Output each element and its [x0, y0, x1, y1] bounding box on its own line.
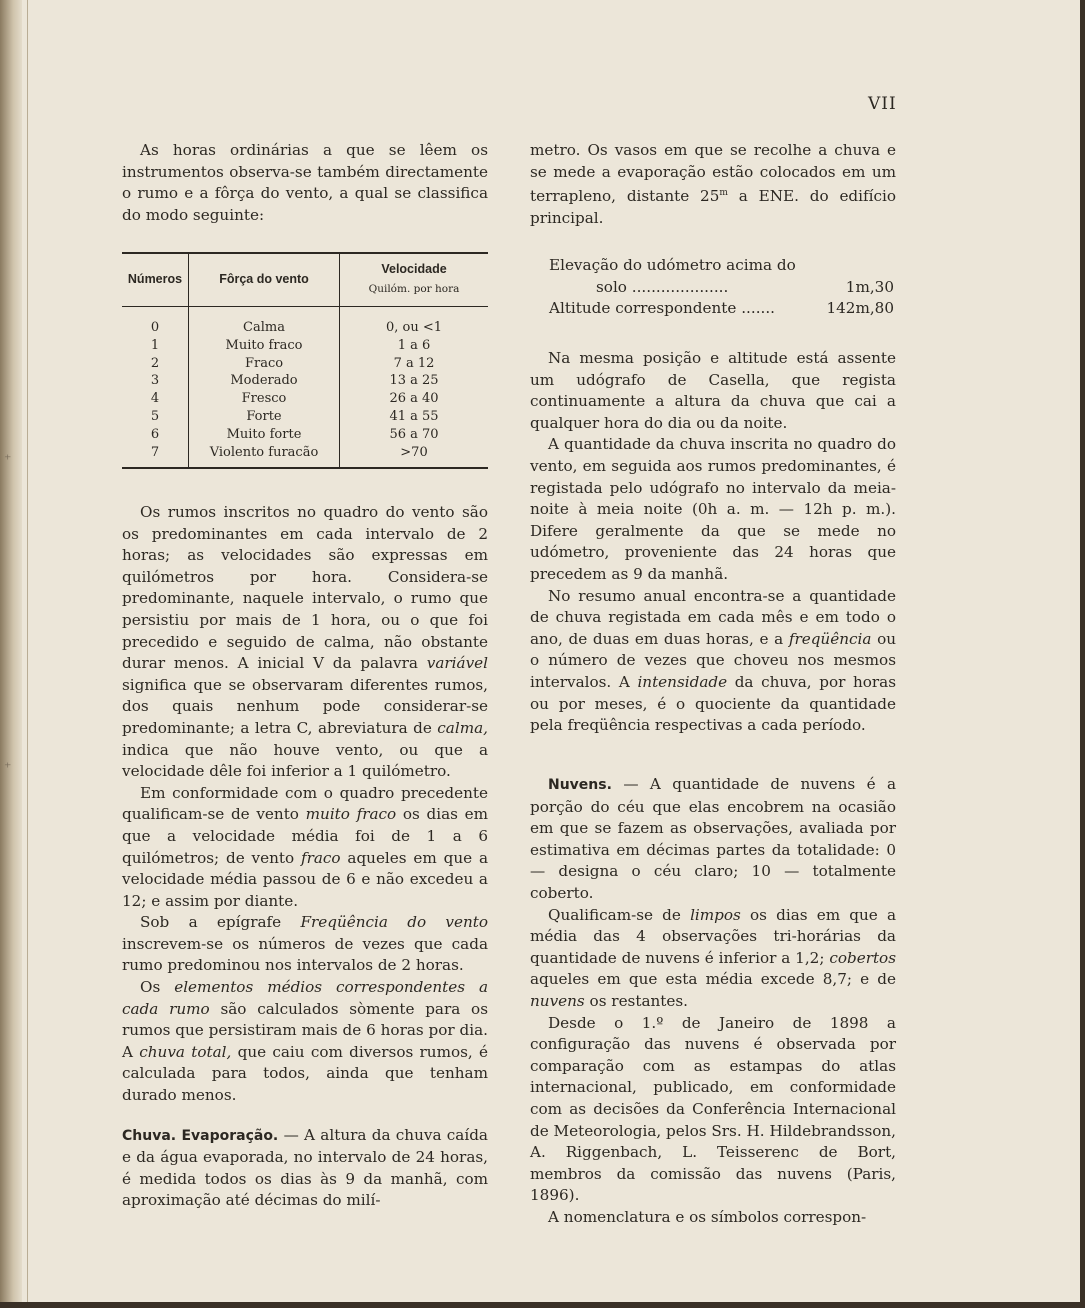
row-number: 4	[122, 390, 189, 408]
right-column-body	[530, 348, 896, 737]
header-speed-sub: Quilóm. por hora	[368, 283, 460, 295]
row-speed: 26 a 40	[389, 391, 439, 407]
paragraph-conformidade: Em conformidade com o quadro precedente qualificam-se de vento muito fraco os dias em que a velocidade média foi de 1 a 6 quilómetros; de vento fraco aqueles em que a velocidade média passou de 6 e não excedeu a 12; e assim por diante.	[122, 783, 489, 910]
udometer-line3: Altitude correspondente .......	[549, 299, 776, 318]
book-spine	[0, 0, 22, 1308]
left-column-body	[122, 502, 488, 1212]
table-row	[122, 307, 488, 337]
row-speed: 0, ou <1	[385, 320, 443, 335]
paragraph-nuvens: Nuvens. — A quantidade de nuvens é a porção do céu que elas encobrem na ocasião em que se fazem as observações, avaliada por estimativa em décimas partes da totalidade: 0 — designa o céu claro; 10 — totalmente coberto.	[530, 775, 897, 902]
row-force: Violento furacão	[189, 444, 340, 469]
table-row	[122, 355, 488, 373]
paragraph-quantidade: A quantidade da chuva inscrita no quadro do vento, em seguida aos rumos predominantes, é registada pelo udógrafo no intervalo da meia-noite à meia noite (0h a. m. — 12h p. m.). Difere geralmente da que se mede no udómetro, proveniente das 24 horas que precedem as 9 da manhã.	[530, 435, 896, 583]
wind-table	[122, 252, 488, 469]
paragraph-nomenclatura: A nomenclatura e os símbolos correspon-	[548, 1207, 867, 1226]
row-speed: 56 a 70	[389, 426, 439, 442]
right-column-top	[530, 140, 896, 229]
paragraph-rumos: Os rumos inscritos no quadro do vento são os predominantes em cada intervalo de 2 horas; as velocidades são expressas em quilómetros por hora. Considera-se predominante, naquele intervalo, o rumo que persistiu por mais de 1 hora, ou o que foi precedido e seguido de calma, não obstante durar menos. A inicial V da palavra variável significa que se observaram diferentes rumos, dos quais nenhum pode considerar-se predominante; a letra C, abreviatura de calma, indica que não houve vento, ou que a velocidade dêle foi inferior a 1 quilómetro.	[122, 503, 488, 781]
margin-line	[27, 0, 28, 1308]
margin-mark-icon: ⁺	[4, 452, 12, 468]
paragraph-chuva: Chuva. Evaporação. — A altura da chuva caída e da água evaporada, no intervalo de 24 horas, é medida todos os dias às 9 da manhã, com aproximação até décimas do milí-	[122, 1125, 488, 1210]
paragraph-elementos: Os elementos médios correspondentes a cada rumo são calculados sòmente para os rumos que persistiram mais de 6 horas por dia. A chuva total, que caiu com diversos rumos, é calculada para todos, ainda que tenham durado menos.	[122, 978, 489, 1105]
left-column-intro	[122, 140, 488, 226]
row-number: 6	[122, 426, 189, 444]
header-speed-label: Velocidade	[381, 262, 447, 277]
udometer-altitude-value: 142m,80	[826, 299, 894, 318]
table-row	[122, 408, 488, 426]
udometer-table	[549, 255, 894, 320]
udometer-line1: Elevação do udómetro acima do	[549, 256, 796, 274]
row-force: Muito forte	[189, 426, 340, 444]
row-speed: >70	[400, 444, 428, 460]
section-heading-chuva: Chuva. Evaporação.	[122, 1127, 279, 1144]
table-row	[122, 390, 488, 408]
row-number: 0	[122, 307, 189, 337]
table-row	[122, 444, 488, 469]
paragraph-metro: metro. Os vasos em que se recolhe a chuva e se mede a evaporação estão colocados em um terrapleno, distante 25$^m$ a ENE. do edifício principal.	[530, 141, 896, 227]
row-number: 7	[122, 444, 189, 469]
paragraph-configuracao: Desde o 1.º de Janeiro de 1898 a configuração das nuvens é observada por comparação com as estampas do atlas internacional, publicado, em conformidade com as decisões da Conferência Internacional de Meteorologia, pelos Srs. H. Hildebrandsson, A. Riggenbach, L. Teisserenc de Bort, membros da comissão das nuvens (Paris, 1896).	[530, 1013, 896, 1205]
intro-paragraph: As horas ordinárias a que se lêem os instrumentos observa-se também directamente o rumo e a fôrça do vento, a qual se classifica do modo seguinte:	[122, 141, 488, 224]
section-heading-nuvens: Nuvens.	[548, 777, 612, 793]
paragraph-udografo: Na mesma posição e altitude está assente um udógrafo de Casella, que regista continuamente a altura da chuva que cai a qualquer hora do dia ou da noite.	[530, 349, 896, 432]
page-edge-bottom	[0, 1302, 1085, 1308]
udometer-elevation-value: 1m,30	[845, 277, 894, 296]
row-force: Calma	[189, 307, 340, 337]
row-force: Forte	[189, 408, 340, 426]
udometer-line2: solo ....................	[596, 277, 729, 296]
row-force: Fresco	[189, 390, 340, 408]
row-speed: 7 a 12	[393, 355, 435, 371]
right-column-nuvens	[530, 774, 896, 1228]
row-force: Moderado	[189, 372, 340, 390]
header-speed	[340, 253, 489, 307]
row-force: Fraco	[189, 355, 340, 373]
paragraph-limpos: Qualificam-se de limpos os dias em que a média das 4 observações tri-horárias da quantidade de nuvens é inferior a 1,2; cobertos aqueles em que esta média excede 8,7; e de nuvens os restantes.	[530, 905, 896, 1010]
row-number: 2	[122, 355, 189, 373]
row-speed: 41 a 55	[389, 408, 439, 424]
row-number: 3	[122, 372, 189, 390]
header-numbers: Números	[122, 253, 189, 307]
margin-mark-icon: ⁺	[4, 760, 12, 776]
paragraph-frequencia: Sob a epígrafe Freqüência do vento inscrevem-se os números de vezes que cada rumo predominou nos intervalos de 2 horas.	[122, 913, 489, 975]
row-speed: 1 a 6	[397, 337, 431, 353]
row-force: Muito fraco	[189, 337, 340, 355]
page-edge-right	[1080, 0, 1085, 1308]
table-row	[122, 372, 488, 390]
wind-table-body	[122, 307, 488, 469]
page-number: VII	[868, 94, 897, 114]
table-row	[122, 337, 488, 355]
table-row	[122, 426, 488, 444]
header-force: Fôrça do vento	[189, 253, 340, 307]
paragraph-resumo: No resumo anual encontra-se a quantidade de chuva registada em cada mês e em todo o ano, de duas em duas horas, e a freqüência ou o número de vezes que choveu nos mesmos intervalos. A intensidade da chuva, por horas ou por meses, é o quociente da quantidade pela freqüência respectivas a cada período.	[530, 586, 897, 735]
row-speed: 13 a 25	[389, 373, 439, 389]
row-number: 1	[122, 337, 189, 355]
row-number: 5	[122, 408, 189, 426]
